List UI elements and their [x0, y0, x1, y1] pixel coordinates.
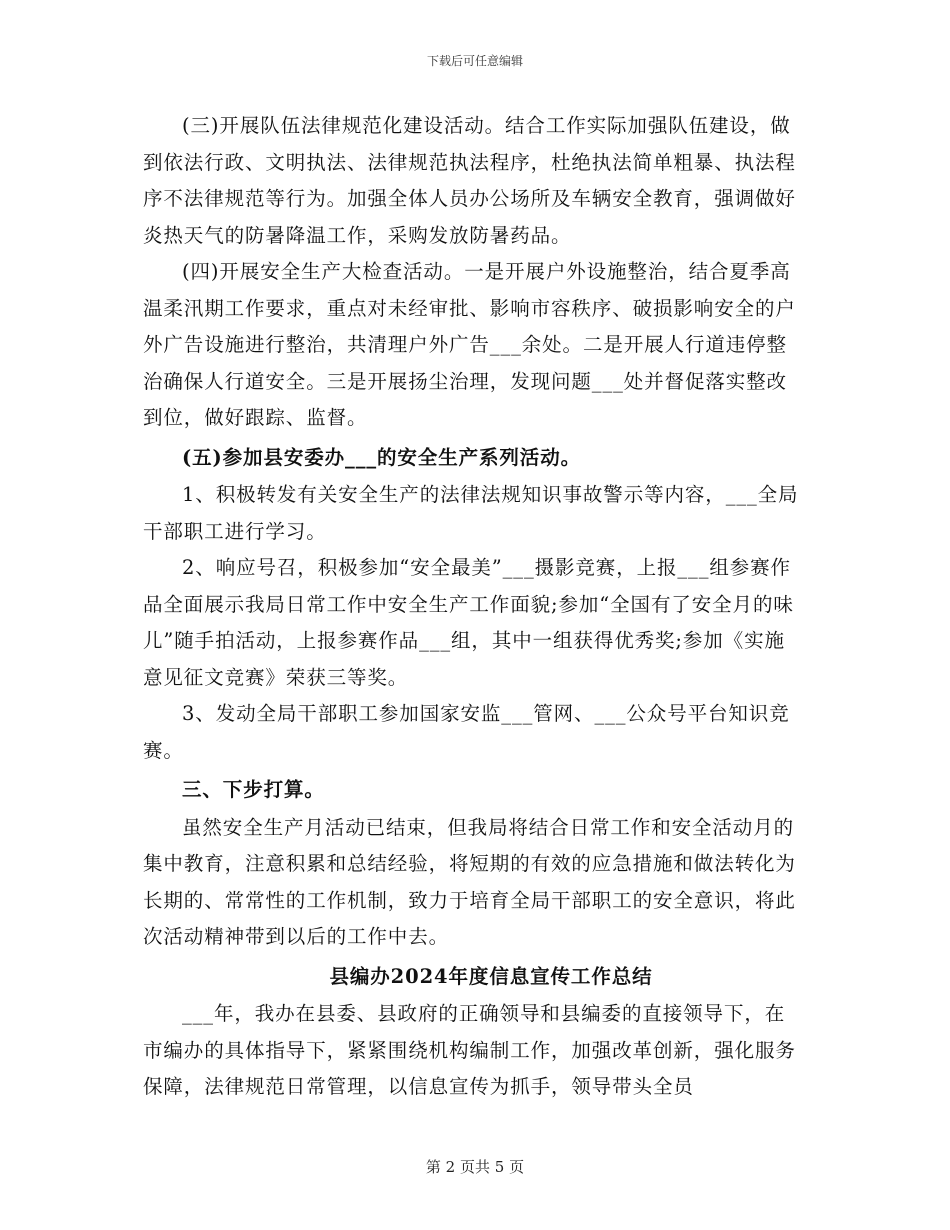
paragraph-next-steps: 虽然安全生产月活动已结束，但我局将结合日常工作和安全活动月的集中教育，注意积累和总结经验，将短期的有效的应急措施和做法转化为长期的、常常性的工作机制，致力于培育全局干部职工的安全意识，将此次活动精神带到以后的工作中去。 — [143, 815, 796, 948]
paragraph-safety-inspection: (四)开展安全生产大检查活动。一是开展户外设施整治，结合夏季高温柔汛期工作要求，重点对未经审批、影响市容秩序、破损影响安全的户外广告设施进行整治，共清理户外广告___余处。二是开展人行道违停整治确保人行道安全。三是开展扬尘治理，发现问题___处并督促落实整改到位，做好跟踪、监督。 — [143, 260, 796, 429]
paragraph-item-3: 3、发动全局干部职工参加国家安监___管网、___公众号平台知识竞赛。 — [143, 702, 790, 762]
paragraph-item-2: 2、响应号召，积极参加“安全最美”___摄影竞赛，上报___组参赛作品全面展示我局日常工作中安全生产工作面貌;参加“全国有了安全月的味儿”随手拍活动，上报参赛作品___组，其中一组获得优秀奖;参加《实施意见征文竞赛》荣获三等奖。 — [143, 556, 794, 689]
document-body — [143, 108, 803, 1106]
document-title: 县编办2024年度信息宣传工作总结 — [329, 964, 653, 988]
paragraph-team-legal: (三)开展队伍法律规范化建设活动。结合工作实际加强队伍建设，做到依法行政、文明执法、法律规范执法程序，杜绝执法简单粗暴、执法程序不法律规范等行为。加强全体人员办公场所及车辆安全教育，强调做好炎热天气的防暑降温工作，采购发放防暑药品。 — [143, 114, 796, 247]
page-footer: 第 2 页共 5 页 — [425, 1158, 525, 1176]
section-heading-5: (五)参加县安委办___的安全生产系列活动。 — [182, 445, 582, 469]
paragraph-summary-intro: ___年，我办在县委、县政府的正确领导和县编委的直接领导下，在市编办的具体指导下，紧紧围绕机构编制工作，加强改革创新，强化服务保障，法律规范日常管理，以信息宣传为抓手，领导带头全员 — [143, 1002, 796, 1098]
section-heading-next-steps: 三、下步打算。 — [182, 778, 325, 801]
paragraph-item-1: 1、积极转发有关安全生产的法律法规知识事故警示等内容，___全局干部职工进行学习。 — [143, 483, 799, 543]
page-header: 下载后可任意编辑 — [426, 54, 523, 68]
